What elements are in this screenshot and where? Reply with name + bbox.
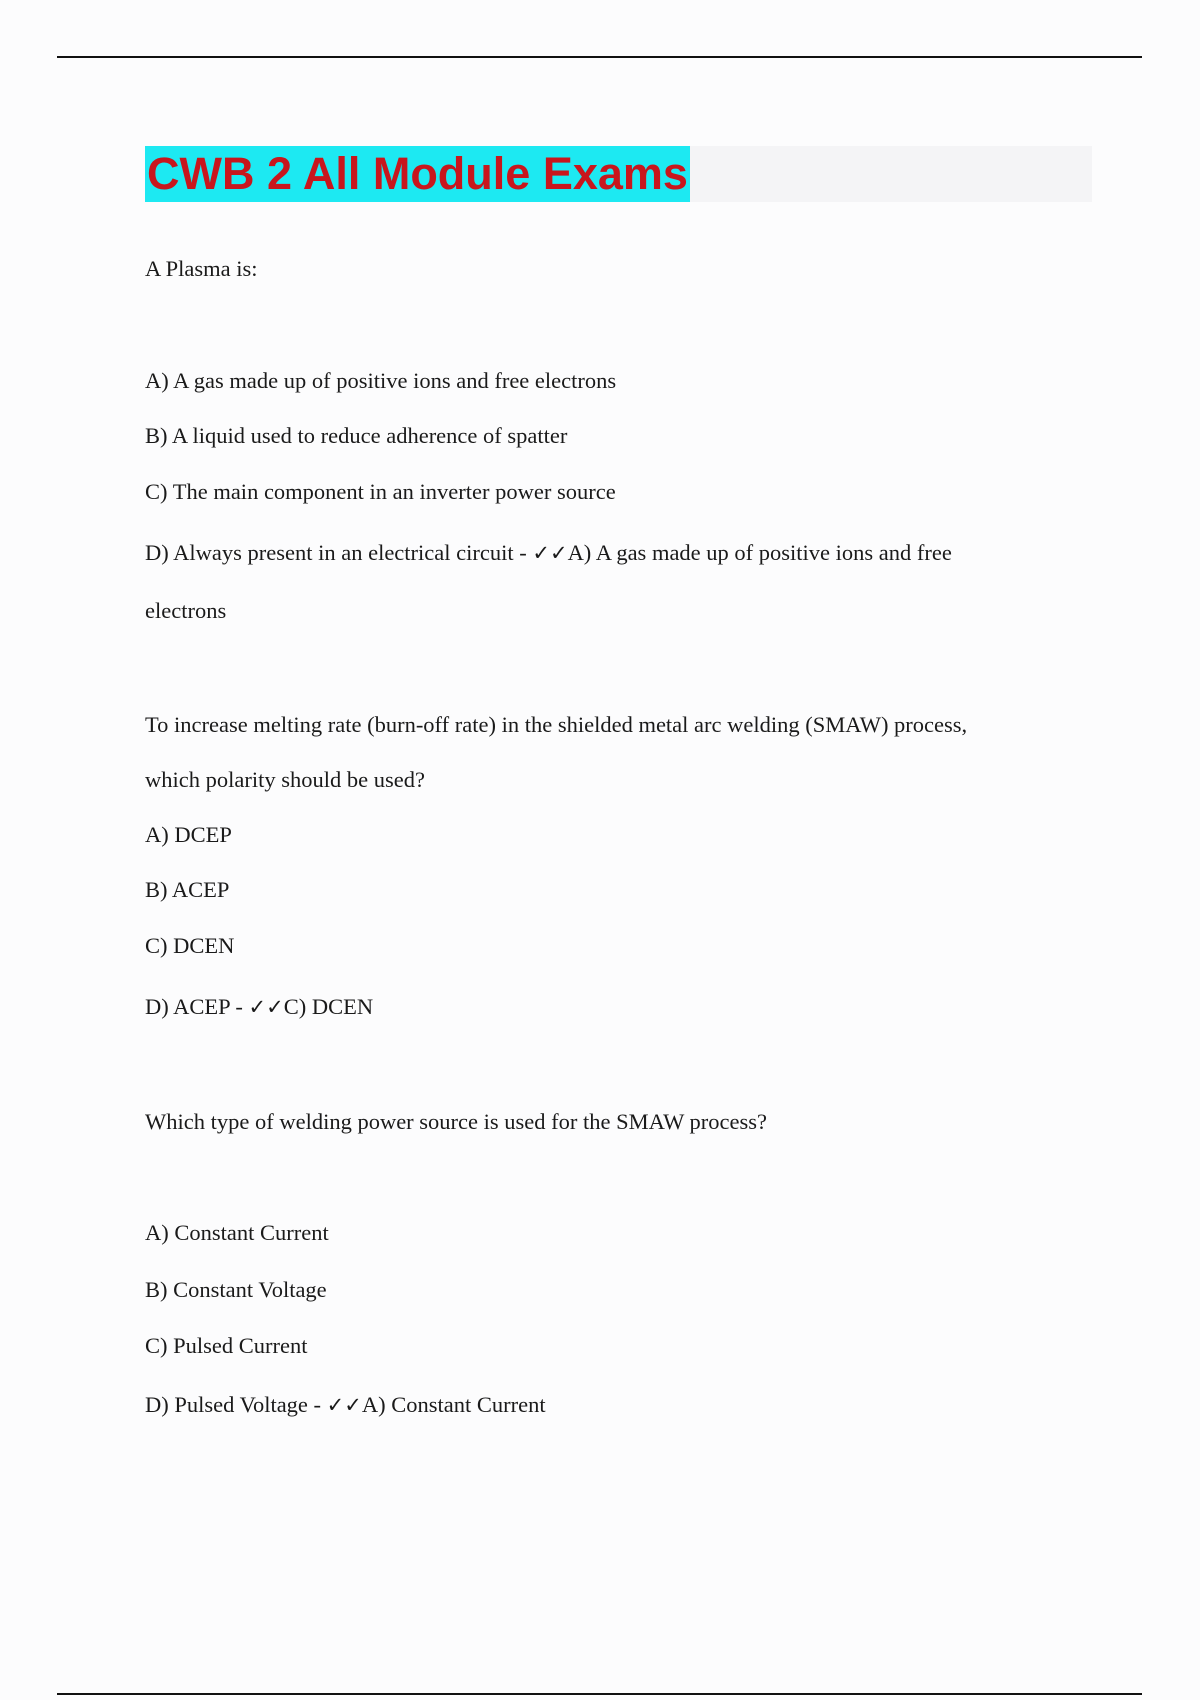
question-2-option-d-text: D) ACEP - <box>145 994 249 1019</box>
question-1-prompt: A Plasma is: <box>145 256 258 281</box>
question-2-option-d <box>145 994 373 1020</box>
question-3-option-a: A) Constant Current <box>145 1220 329 1245</box>
question-2-option-a: A) DCEP <box>145 822 232 847</box>
question-2-option-b: B) ACEP <box>145 877 230 902</box>
question-1-option-c: C) The main component in an inverter power source <box>145 479 616 504</box>
document-title: CWB 2 All Module Exams <box>145 146 690 202</box>
bottom-rule <box>57 1693 1142 1695</box>
question-3-option-b: B) Constant Voltage <box>145 1277 327 1302</box>
double-check-icon: ✓✓ <box>326 1393 362 1417</box>
double-check-icon: ✓✓ <box>532 541 568 565</box>
question-1-option-d-text: D) Always present in an electrical circuit - <box>145 540 533 565</box>
question-2-prompt-continued: which polarity should be used? <box>145 767 425 792</box>
top-rule <box>57 56 1142 58</box>
question-3-option-d-text: D) Pulsed Voltage - <box>145 1392 327 1417</box>
question-2-option-c: C) DCEN <box>145 933 235 958</box>
question-1-option-a: A) A gas made up of positive ions and free electrons <box>145 368 617 393</box>
question-1-answer: A) A gas made up of positive ions and free <box>567 540 952 565</box>
question-3-prompt: Which type of welding power source is used for the SMAW process? <box>145 1109 768 1134</box>
question-3-answer: A) Constant Current <box>361 1392 546 1417</box>
question-2-answer: C) DCEN <box>283 994 374 1019</box>
question-3-option-d <box>145 1392 546 1418</box>
question-1-option-b: B) A liquid used to reduce adherence of spatter <box>145 423 568 448</box>
question-2-prompt: To increase melting rate (burn-off rate) in the shielded metal arc welding (SMAW) process, <box>145 712 968 737</box>
double-check-icon: ✓✓ <box>248 995 284 1019</box>
question-1-option-d <box>145 540 952 566</box>
question-1-answer-continued: electrons <box>145 598 227 623</box>
question-3-option-c: C) Pulsed Current <box>145 1333 308 1358</box>
